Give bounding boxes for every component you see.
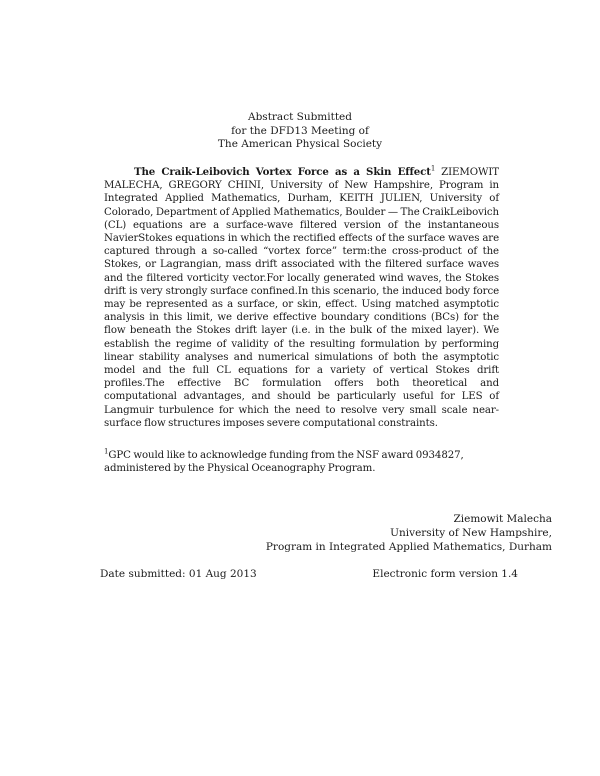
signature-name: Ziemowit Malecha: [453, 513, 552, 525]
header-line-3: The American Physical Society: [217, 138, 383, 150]
header-line-1: Abstract Submitted: [248, 111, 352, 123]
footnote-mark: 1: [104, 447, 109, 456]
signature-institution: University of New Hampshire,: [390, 527, 552, 539]
signature-block: [266, 512, 552, 554]
form-version: Electronic form version 1.4: [372, 568, 518, 580]
date-submitted: Date submitted: 01 Aug 2013: [100, 568, 257, 580]
signature-program: Program in Integrated Applied Mathematics, Durham: [265, 541, 552, 553]
footnote: [104, 449, 504, 475]
title-footnote-mark: 1: [430, 164, 436, 173]
footnote-text: GPC would like to acknowledge funding from the NSF award 0934827, administered by the Physical Oceanography Program.: [104, 450, 464, 475]
header-line-2: for the DFD13 Meeting of: [231, 124, 369, 137]
abstract-body: [104, 166, 499, 430]
submission-header: [0, 111, 600, 152]
abstract-title: The Craik-Leibovich Vortex Force as a Skin Effect: [134, 166, 431, 178]
abstract-text: ZIEMOWIT MALECHA, GREGORY CHINI, University of New Hampshire, Program in Integrated Applied Mathematics, Durham, KEITH JULIEN, University of Colorado, Department of Applied Mathematics, Boulder — The CraikLeibovich (CL) equations are a surface-wave filtered version of the instantaneous NavierStokes equations in which the rectified effects of the surface waves are captured through a so-called “vortex force” term:the cross-product of the Stokes, or Lagrangian, mass drift associated with the filtered surface waves and the filtered vorticity vector.For locally generated wind waves, the Stokes drift is very strongly surface confined.In this scenario, the induced body force may be represented as a surface, or skin, effect. Using matched asymptotic analysis in this limit, we derive effective boundary conditions (BCs) for the flow beneath the Stokes drift layer (i.e. in the bulk of the mixed layer). We establish the regime of validity of the resulting formulation by performing linear stability analyses and numerical simulations of both the asymptotic model and the full CL equations for a variety of vertical Stokes drift profiles.The effective BC formulation offers both theoretical and computational advantages, and should be particularly useful for LES of Langmuir turbulence for which the need to resolve very small scale near-surface flow structures imposes severe computational constraints.: [104, 167, 499, 429]
